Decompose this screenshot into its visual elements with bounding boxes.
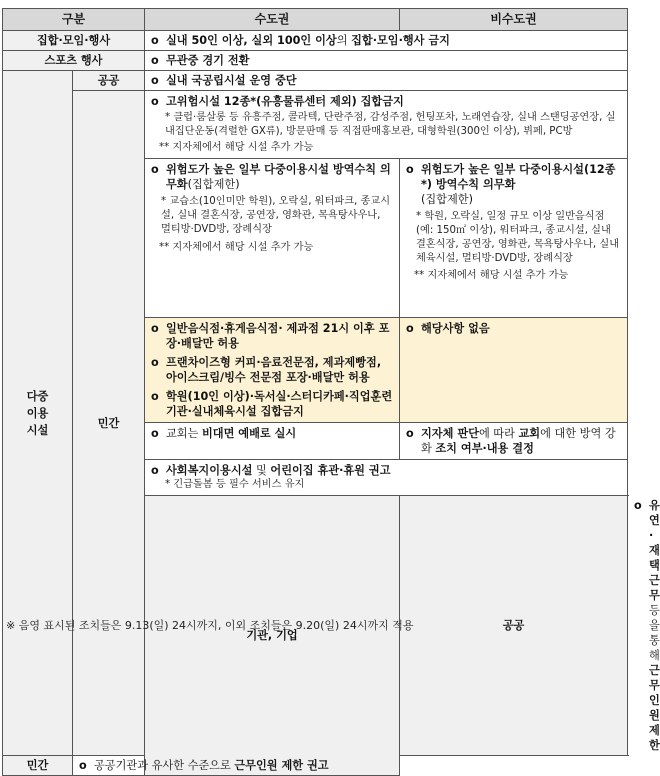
high-risk-note: * 클럽·룸살롱 등 유흥주점, 콜라텍, 단란주점, 감성주점, 헌팅포차, 노래연습장, 실내 스탠딩공연장, 실내집단운동(격렬한 GX류), 방문판매 등 직접판매홍보관, 대형학원(300인 이상), 뷔페, PC방 (165, 112, 616, 137)
label-institutions: 기관, 기업 (145, 496, 400, 776)
religion-capital-bold: 비대면 예배로 실시 (201, 427, 297, 440)
bullet-o: o (406, 163, 414, 176)
row-high-risk (3, 91, 628, 159)
restriction-item (151, 355, 393, 385)
religion-capital-pre: 교회는 (166, 427, 202, 440)
religion-noncapital-bold2: 교회 (518, 427, 541, 440)
institutions-private-pre: 공공기관과 유사한 수준으로 (94, 759, 235, 772)
bullet-o: o (151, 54, 159, 67)
capital-quarantine-note2: ** 지자체에서 해당 시설 추가 가능 (159, 242, 314, 253)
cell-sports (145, 51, 628, 71)
cell-welfare (145, 460, 628, 496)
header-capital: 수도권 (145, 9, 400, 31)
restriction-item (151, 389, 393, 419)
label-multiuse-public: 공공 (73, 71, 145, 91)
restriction-cafes: 프랜차이즈형 커피·음료전문점, 제과제빵점, 아이스크림/빙수 전문점 포장·배달만 허용 (166, 356, 382, 384)
institutions-public-bold2: 근무인원 제한 (649, 664, 660, 752)
capital-quarantine-note: * 교습소(10인미만 학원), 오락실, 워터파크, 종교시설, 실내 결혼식장, 공연장, 영화관, 목욕탕사우나, 멀티방·DVD방, 장례식장 (161, 196, 391, 235)
measures-table (2, 8, 660, 776)
bullet-o: o (151, 427, 159, 440)
header-noncapital: 비수도권 (400, 9, 628, 31)
bullet-o: o (634, 499, 642, 512)
cell-capital-quarantine (145, 159, 400, 318)
row-multiuse-public (3, 71, 628, 91)
cell-religion-capital (145, 423, 400, 460)
cell-noncapital-quarantine (400, 159, 628, 318)
religion-noncapital-mid1: 에 따라 (478, 427, 519, 440)
cell-multiuse-public (145, 71, 628, 91)
institutions-private-bold: 근무인원 제한 권고 (234, 759, 329, 772)
capital-quarantine-title: 위험도가 높은 일부 다중이용시설 방역수칙 의무화 (166, 163, 391, 191)
noncapital-quarantine-note2: ** 지자체에서 해당 시설 추가 가능 (414, 270, 569, 281)
bullet-o: o (79, 759, 87, 772)
row-institutions-private (3, 756, 628, 776)
cell-religion-noncapital (400, 423, 628, 460)
multi-use-label: 다중 이용 시설 (26, 389, 49, 437)
bullet-o: o (151, 356, 159, 369)
bullet-o: o (151, 95, 159, 108)
footnote: ※ 음영 표시된 조치들은 9.13(일) 24시까지, 이외 조치들은 9.20(일) 24시까지 적용 (6, 619, 414, 632)
institutions-public-mid: 등을 통해 (649, 604, 660, 662)
gathering-text-c: 집합·모임·행사 금지 (351, 34, 450, 47)
high-risk-note2: ** 지자체에서 해당 시설 추가 가능 (159, 142, 314, 153)
noncapital-quarantine-sub: (집합제한) (421, 193, 473, 206)
cell-noncapital-restriction (400, 318, 628, 423)
cell-capital-restrictions (145, 318, 400, 423)
welfare-note: * 긴급돌봄 등 필수 서비스 유지 (165, 479, 305, 490)
capital-quarantine-sub: (집합제한) (187, 178, 240, 191)
noncapital-quarantine-note: * 학원, 오락실, 일정 규모 이상 일반음식점(예: 150㎡ 이상), 워터파크, 종교시설, 실내 결혼식장, 공연장, 영화관, 목욕탕사우나, 실내 체육시설, 멀티방·DVD방, 장례식장 (416, 211, 620, 264)
bullet-o: o (406, 322, 414, 335)
restriction-item (151, 321, 393, 351)
label-sports: 스포츠 행사 (3, 51, 145, 71)
bullet-o: o (151, 322, 159, 335)
label-institutions-private: 민간 (3, 756, 73, 776)
cell-institutions-private (73, 756, 400, 776)
label-gathering: 집합·모임·행사 (3, 31, 145, 51)
noncapital-restriction-text: 해당사항 없음 (421, 322, 490, 335)
label-multiuse-private: 민간 (73, 91, 145, 756)
row-gathering (3, 31, 628, 51)
bullet-o: o (151, 464, 159, 477)
gathering-text-b: 의 (336, 34, 352, 47)
religion-noncapital-bold1: 지자체 판단 (421, 427, 479, 440)
restriction-academies: 학원(10인 이상)·독서실·스터디카페·직업훈련기관·실내체육시설 집합금지 (166, 390, 393, 418)
gathering-text-a: 실내 50인 이상, 실외 100인 이상 (166, 34, 337, 47)
bullet-o: o (151, 34, 159, 47)
cell-high-risk (145, 91, 628, 159)
row-sports (3, 51, 628, 71)
welfare-bold2: 어린이집 휴관·휴원 권고 (270, 464, 391, 477)
header-row (3, 9, 628, 31)
noncapital-quarantine-title: 위험도가 높은 일부 다중이용시설(12종*) 방역수칙 의무화 (421, 163, 616, 191)
bullet-o: o (151, 390, 159, 403)
religion-noncapital-mid2: 에 대한 방역 강화 (421, 427, 616, 455)
institutions-public-bold1: 유연·재택근무 (649, 499, 660, 602)
welfare-mid: 및 (252, 464, 271, 477)
bullet-o: o (151, 74, 159, 87)
header-category: 구분 (3, 9, 145, 31)
label-multi-use (3, 71, 73, 756)
high-risk-title: 고위험시설 12종*(유흥물류센터 제외) 집합금지 (166, 95, 404, 108)
bullet-o: o (151, 163, 159, 176)
sports-text: 무관중 경기 전환 (166, 54, 250, 67)
multiuse-public-text: 실내 국공립시설 운영 중단 (166, 74, 297, 87)
restriction-restaurants: 일반음식점·휴게음식점· 제과점 21시 이후 포장·배달만 허용 (166, 322, 390, 350)
religion-noncapital-bold3: 조치 여부·내용 결정 (435, 442, 534, 455)
bullet-o: o (406, 427, 414, 440)
welfare-bold1: 사회복지이용시설 (166, 464, 253, 477)
cell-gathering (145, 31, 628, 51)
label-institutions-public: 공공 (400, 496, 628, 756)
